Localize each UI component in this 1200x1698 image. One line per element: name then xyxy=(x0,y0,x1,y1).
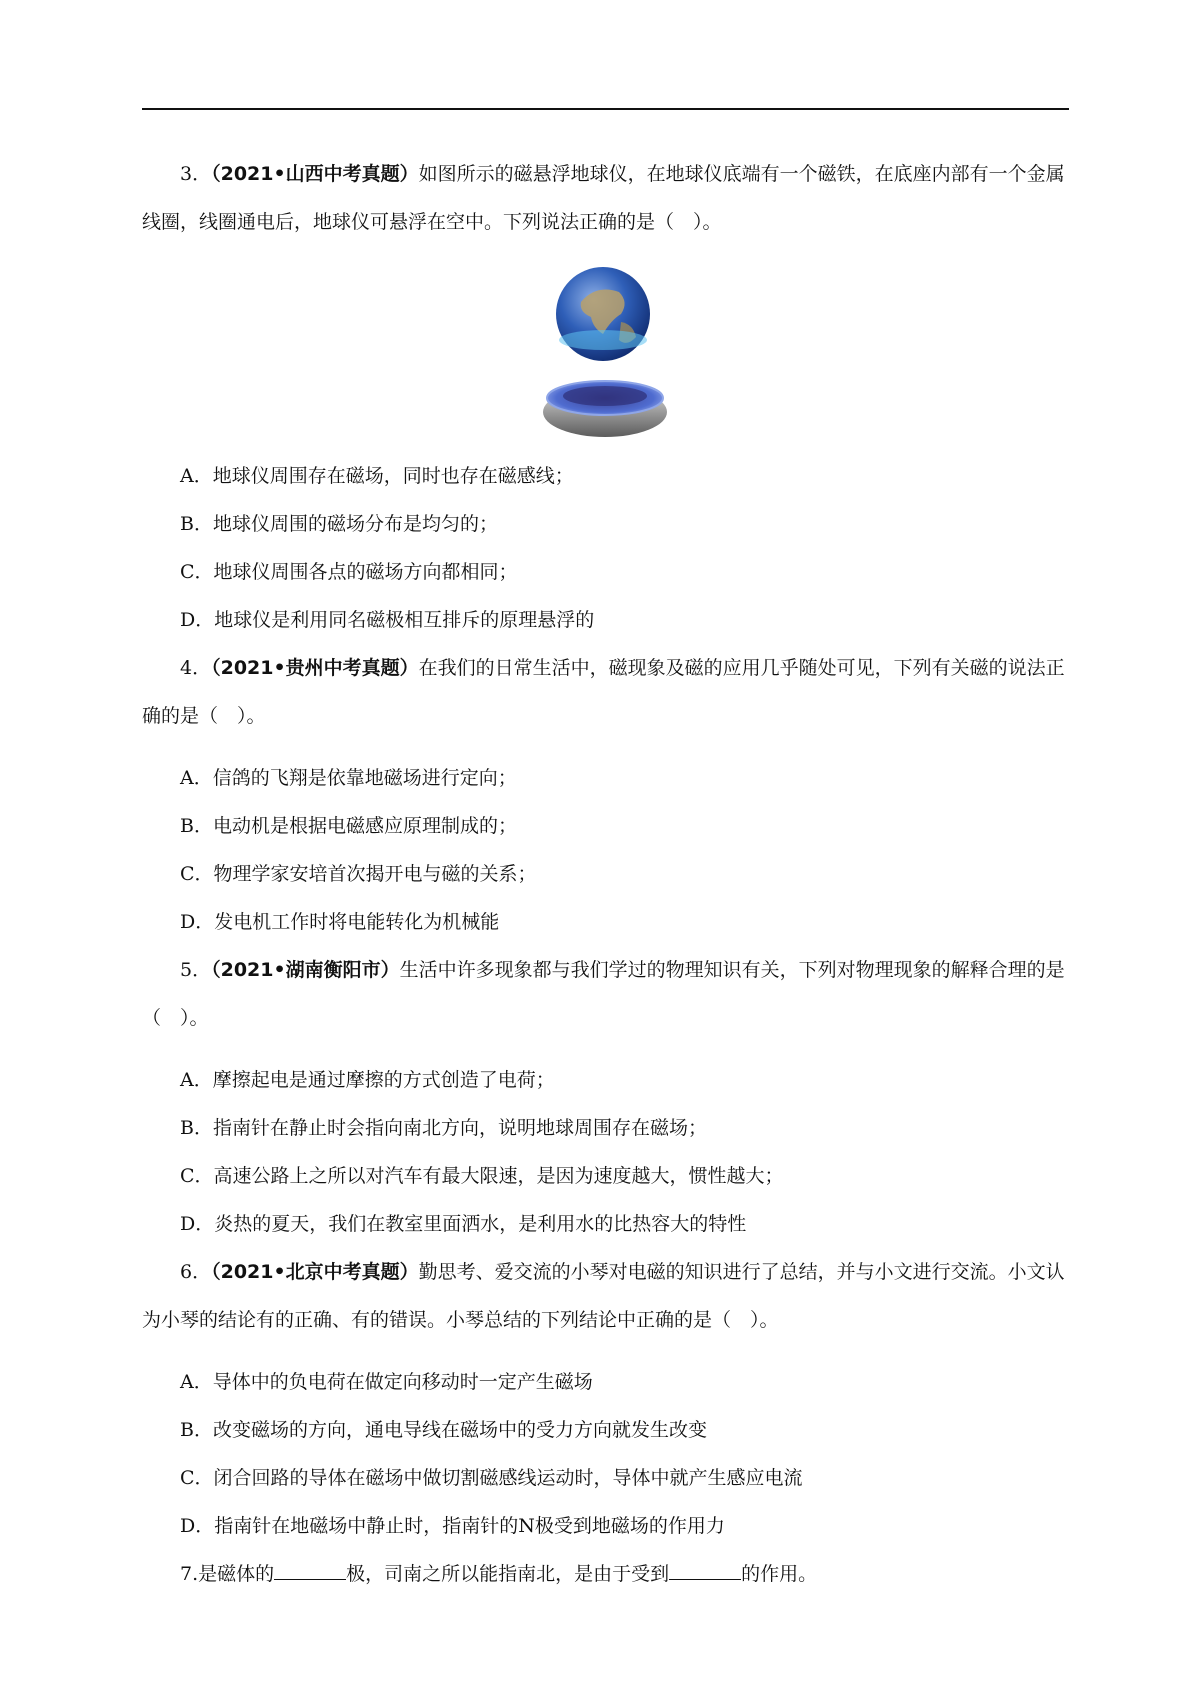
question-6-option-b: B．改变磁场的方向，通电导线在磁场中的受力方向就发生改变 xyxy=(180,1419,707,1441)
question-6-option-d: D．指南针在地磁场中静止时，指南针的N极受到地磁场的作用力 xyxy=(180,1515,725,1537)
question-4-option-d: D．发电机工作时将电能转化为机械能 xyxy=(180,911,500,933)
globe-figure xyxy=(142,262,1069,442)
question-4-option-c: C．物理学家安培首次揭开电与磁的关系； xyxy=(180,863,537,885)
question-7-text-2: 极，司南之所以能指南北，是由于受到 xyxy=(346,1563,670,1585)
question-5 xyxy=(142,946,1069,1042)
question-5-option-a: A．摩擦起电是通过摩擦的方式创造了电荷； xyxy=(180,1069,555,1091)
question-stem: 勤思考、爱交流的小琴对电磁的知识进行了总结，并与小文进行交流。小文认为小琴的结论有的正确、有的错误。小琴总结的下列结论中正确的是（ ）。 xyxy=(142,1261,1065,1331)
question-source: （2021•湖南衡阳市） xyxy=(211,959,400,981)
question-3-option-c: C．地球仪周围各点的磁场方向都相同； xyxy=(180,561,518,583)
answer-blank-2 xyxy=(669,1555,741,1580)
question-stem: 如图所示的磁悬浮地球仪，在地球仪底端有一个磁铁，在底座内部有一个金属线圈，线圈通电后，地球仪可悬浮在空中。下列说法正确的是（ ）。 xyxy=(142,163,1065,233)
question-number: 4． xyxy=(180,657,212,679)
question-6-option-a: A．导体中的负电荷在做定向移动时一定产生磁场 xyxy=(180,1371,593,1393)
answer-blank-1 xyxy=(274,1555,346,1580)
question-4 xyxy=(142,644,1069,740)
question-3-option-b: B．地球仪周围的磁场分布是均匀的； xyxy=(180,513,498,535)
question-6 xyxy=(142,1248,1069,1344)
header-rule xyxy=(142,108,1069,110)
question-7 xyxy=(142,1550,1069,1598)
question-list xyxy=(142,150,1069,1598)
question-number: 6． xyxy=(180,1261,212,1283)
question-3 xyxy=(142,150,1069,246)
question-7-text-1: 7.是磁体的 xyxy=(180,1563,275,1585)
question-4-option-b: B．电动机是根据电磁感应原理制成的； xyxy=(180,815,517,837)
question-number: 5． xyxy=(180,959,212,981)
question-3-option-d: D．地球仪是利用同名磁极相互排斥的原理悬浮的 xyxy=(180,609,595,631)
question-3-option-a: A．地球仪周围存在磁场，同时也存在磁感线； xyxy=(180,465,574,487)
question-6-option-c: C．闭合回路的导体在磁场中做切割磁感线运动时，导体中就产生感应电流 xyxy=(180,1467,803,1489)
question-stem: 在我们的日常生活中，磁现象及磁的应用几乎随处可见，下列有关磁的说法正确的是（ ）。 xyxy=(142,657,1065,727)
question-source: （2021•北京中考真题） xyxy=(211,1261,419,1283)
question-5-option-d: D．炎热的夏天，我们在教室里面洒水，是利用水的比热容大的特性 xyxy=(180,1213,747,1235)
question-source: （2021•贵州中考真题） xyxy=(211,657,419,679)
question-5-option-b: B．指南针在静止时会指向南北方向，说明地球周围存在磁场； xyxy=(180,1117,707,1139)
question-4-option-a: A．信鸽的飞翔是依靠地磁场进行定向； xyxy=(180,767,517,789)
question-number: 3． xyxy=(180,163,212,185)
levitating-globe-image xyxy=(541,262,671,442)
question-7-text-3: 的作用。 xyxy=(741,1563,818,1585)
question-5-option-c: C．高速公路上之所以对汽车有最大限速，是因为速度越大，惯性越大； xyxy=(180,1165,784,1187)
question-stem: 生活中许多现象都与我们学过的物理知识有关，下列对物理现象的解释合理的是（ ）。 xyxy=(142,959,1065,1029)
question-source: （2021•山西中考真题） xyxy=(211,163,419,185)
